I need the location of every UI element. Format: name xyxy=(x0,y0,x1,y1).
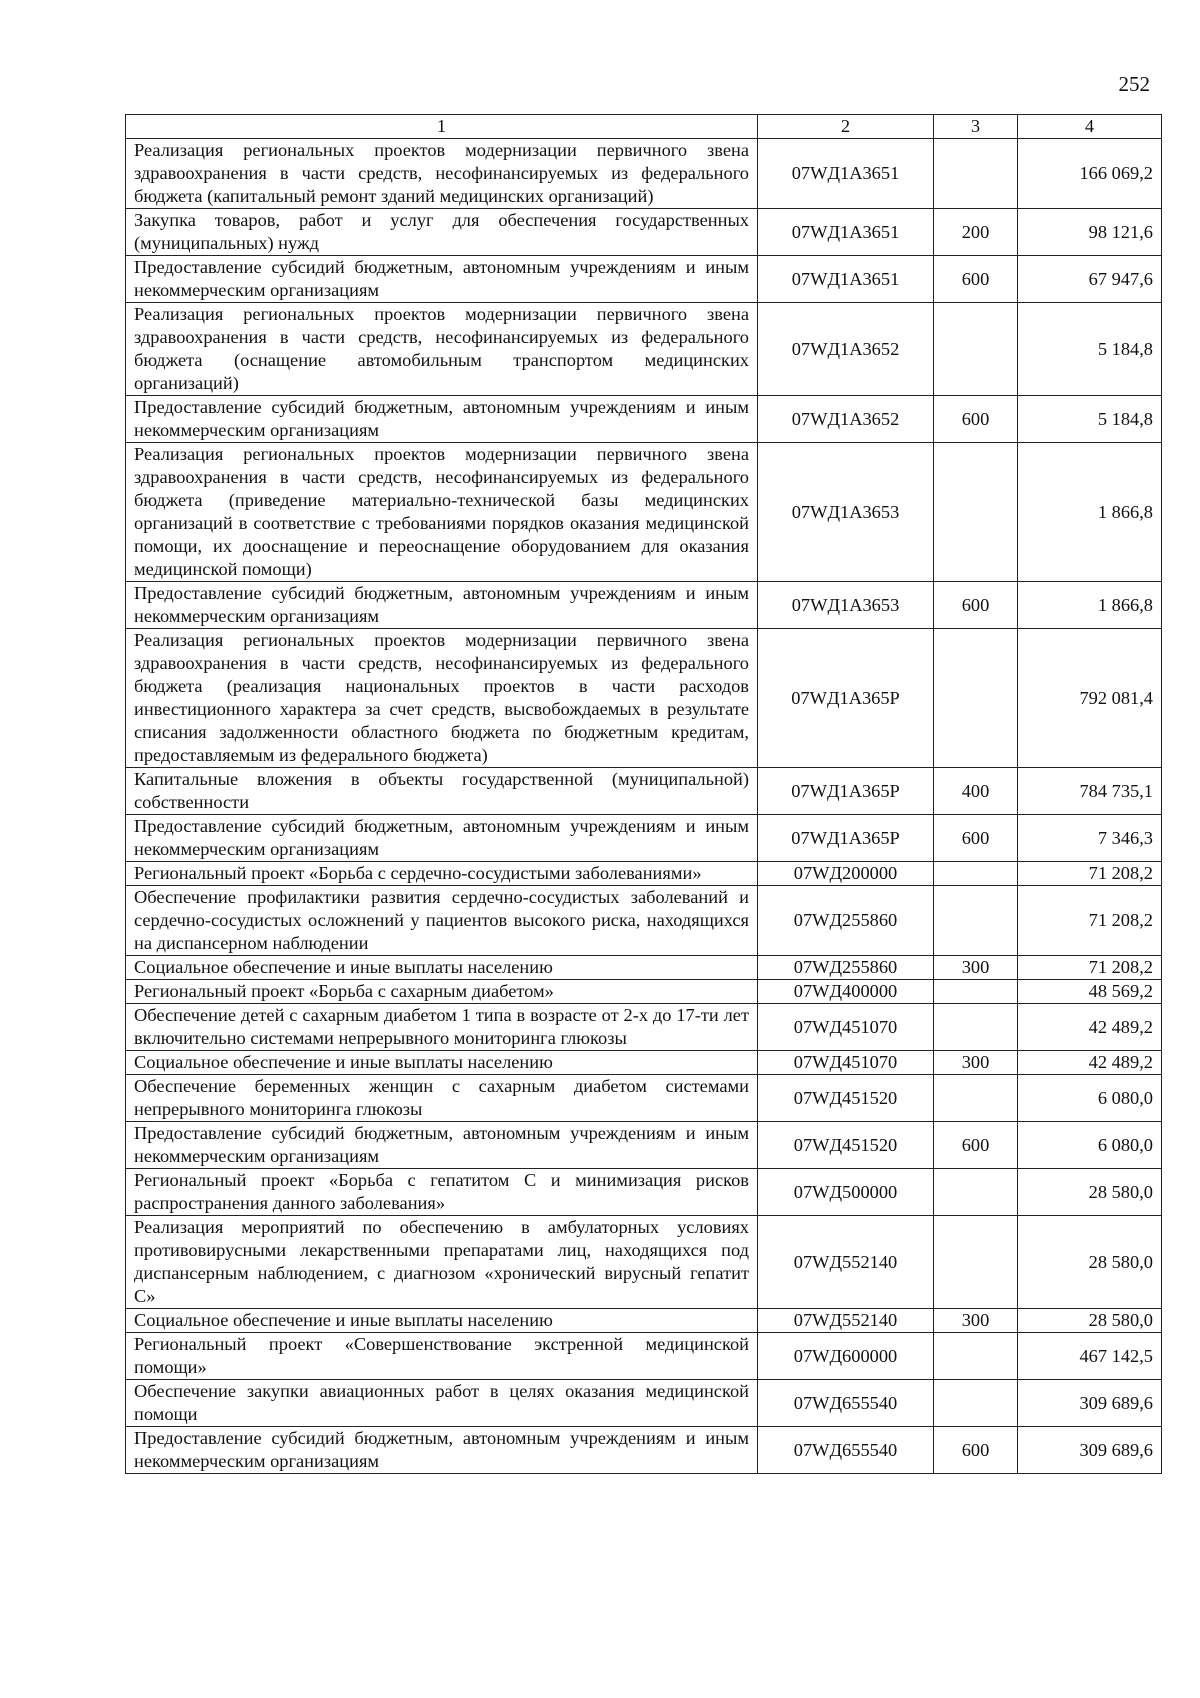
cell-code: 07WД1А3651 xyxy=(758,209,934,256)
cell-name: Региональный проект «Борьба с гепатитом С и минимизация рисков распространения данного заболевания» xyxy=(126,1169,758,1216)
cell-type: 300 xyxy=(934,1051,1018,1075)
table-row xyxy=(126,1169,1162,1216)
cell-name: Предоставление субсидий бюджетным, автономным учреждениям и иным некоммерческим организациям xyxy=(126,815,758,862)
cell-name: Обеспечение детей с сахарным диабетом 1 типа в возрасте от 2-х до 17-ти лет включительно системами непрерывного мониторинга глюкозы xyxy=(126,1004,758,1051)
cell-type: 600 xyxy=(934,396,1018,443)
cell-amount: 28 580,0 xyxy=(1018,1169,1162,1216)
table-row xyxy=(126,396,1162,443)
header-col-2: 2 xyxy=(758,115,934,139)
cell-code: 07WД1А365Р xyxy=(758,629,934,768)
cell-amount: 71 208,2 xyxy=(1018,886,1162,956)
cell-type: 600 xyxy=(934,582,1018,629)
cell-code: 07WД552140 xyxy=(758,1216,934,1309)
cell-amount: 98 121,6 xyxy=(1018,209,1162,256)
cell-name: Обеспечение закупки авиационных работ в целях оказания медицинской помощи xyxy=(126,1380,758,1427)
cell-type xyxy=(934,980,1018,1004)
cell-name: Реализация региональных проектов модернизации первичного звена здравоохранения в части средств, несофинансируемых из федерального бюджета (реализация национальных проектов в части расходов инвестиционного характера за счет средств, высвобождаемых в результате списания задолженности областного бюджета по бюджетным кредитам, предоставляемым из федерального бюджета) xyxy=(126,629,758,768)
table-row xyxy=(126,256,1162,303)
cell-code: 07WД451520 xyxy=(758,1122,934,1169)
cell-type xyxy=(934,139,1018,209)
cell-name: Социальное обеспечение и иные выплаты населению xyxy=(126,956,758,980)
table-row xyxy=(126,980,1162,1004)
cell-amount: 71 208,2 xyxy=(1018,956,1162,980)
cell-name: Обеспечение профилактики развития сердечно-сосудистых заболеваний и сердечно-сосудистых осложнений у пациентов высокого риска, находящихся на диспансерном наблюдении xyxy=(126,886,758,956)
table-row xyxy=(126,582,1162,629)
cell-type: 300 xyxy=(934,956,1018,980)
cell-type xyxy=(934,1216,1018,1309)
table-row xyxy=(126,956,1162,980)
cell-amount: 1 866,8 xyxy=(1018,582,1162,629)
cell-amount: 467 142,5 xyxy=(1018,1333,1162,1380)
table-row xyxy=(126,139,1162,209)
cell-amount: 48 569,2 xyxy=(1018,980,1162,1004)
table-row xyxy=(126,768,1162,815)
cell-code: 07WД1А3652 xyxy=(758,303,934,396)
table-row xyxy=(126,1075,1162,1122)
cell-type xyxy=(934,1004,1018,1051)
header-col-3: 3 xyxy=(934,115,1018,139)
table-row xyxy=(126,303,1162,396)
table-row xyxy=(126,1216,1162,1309)
cell-name: Капитальные вложения в объекты государственной (муниципальной) собственности xyxy=(126,768,758,815)
cell-code: 07WД600000 xyxy=(758,1333,934,1380)
cell-code: 07WД655540 xyxy=(758,1427,934,1474)
cell-code: 07WД255860 xyxy=(758,886,934,956)
table-header-row xyxy=(126,115,1162,139)
cell-amount: 42 489,2 xyxy=(1018,1051,1162,1075)
cell-name: Реализация региональных проектов модернизации первичного звена здравоохранения в части средств, несофинансируемых из федерального бюджета (капитальный ремонт зданий медицинских организаций) xyxy=(126,139,758,209)
cell-name: Региональный проект «Борьба с сахарным диабетом» xyxy=(126,980,758,1004)
table-row xyxy=(126,1122,1162,1169)
cell-amount: 6 080,0 xyxy=(1018,1075,1162,1122)
cell-name: Социальное обеспечение и иные выплаты населению xyxy=(126,1309,758,1333)
cell-amount: 71 208,2 xyxy=(1018,862,1162,886)
cell-name: Региональный проект «Совершенствование экстренной медицинской помощи» xyxy=(126,1333,758,1380)
cell-amount: 28 580,0 xyxy=(1018,1309,1162,1333)
cell-code: 07WД1А3652 xyxy=(758,396,934,443)
cell-code: 07WД1А3653 xyxy=(758,582,934,629)
cell-amount: 309 689,6 xyxy=(1018,1380,1162,1427)
cell-amount: 1 866,8 xyxy=(1018,443,1162,582)
cell-type xyxy=(934,443,1018,582)
cell-code: 07WД400000 xyxy=(758,980,934,1004)
cell-code: 07WД200000 xyxy=(758,862,934,886)
cell-code: 07WД552140 xyxy=(758,1309,934,1333)
table-row xyxy=(126,1004,1162,1051)
header-col-1: 1 xyxy=(126,115,758,139)
cell-code: 07WД451520 xyxy=(758,1075,934,1122)
table-row xyxy=(126,1333,1162,1380)
cell-type xyxy=(934,303,1018,396)
table-row xyxy=(126,209,1162,256)
cell-name: Социальное обеспечение и иные выплаты населению xyxy=(126,1051,758,1075)
cell-code: 07WД1А365Р xyxy=(758,768,934,815)
cell-code: 07WД451070 xyxy=(758,1004,934,1051)
cell-type: 200 xyxy=(934,209,1018,256)
cell-type: 600 xyxy=(934,1427,1018,1474)
cell-amount: 67 947,6 xyxy=(1018,256,1162,303)
cell-type: 300 xyxy=(934,1309,1018,1333)
table-row xyxy=(126,629,1162,768)
cell-amount: 5 184,8 xyxy=(1018,396,1162,443)
cell-amount: 7 346,3 xyxy=(1018,815,1162,862)
table-row xyxy=(126,815,1162,862)
cell-amount: 6 080,0 xyxy=(1018,1122,1162,1169)
table-row xyxy=(126,443,1162,582)
cell-amount: 309 689,6 xyxy=(1018,1427,1162,1474)
cell-code: 07WД1А365Р xyxy=(758,815,934,862)
cell-type: 400 xyxy=(934,768,1018,815)
cell-type xyxy=(934,1333,1018,1380)
budget-table xyxy=(125,114,1162,1474)
cell-name: Предоставление субсидий бюджетным, автономным учреждениям и иным некоммерческим организациям xyxy=(126,1122,758,1169)
cell-name: Предоставление субсидий бюджетным, автономным учреждениям и иным некоммерческим организациям xyxy=(126,256,758,303)
header-col-4: 4 xyxy=(1018,115,1162,139)
cell-type xyxy=(934,1075,1018,1122)
cell-type xyxy=(934,1380,1018,1427)
cell-code: 07WД1А3651 xyxy=(758,139,934,209)
cell-type: 600 xyxy=(934,256,1018,303)
cell-code: 07WД655540 xyxy=(758,1380,934,1427)
cell-type: 600 xyxy=(934,815,1018,862)
cell-name: Предоставление субсидий бюджетным, автономным учреждениям и иным некоммерческим организациям xyxy=(126,1427,758,1474)
cell-amount: 42 489,2 xyxy=(1018,1004,1162,1051)
table-row xyxy=(126,1427,1162,1474)
cell-name: Закупка товаров, работ и услуг для обеспечения государственных (муниципальных) нужд xyxy=(126,209,758,256)
cell-name: Региональный проект «Борьба с сердечно-сосудистыми заболеваниями» xyxy=(126,862,758,886)
cell-code: 07WД1А3651 xyxy=(758,256,934,303)
cell-name: Предоставление субсидий бюджетным, автономным учреждениям и иным некоммерческим организациям xyxy=(126,396,758,443)
table-row xyxy=(126,1051,1162,1075)
cell-code: 07WД255860 xyxy=(758,956,934,980)
cell-type xyxy=(934,886,1018,956)
cell-name: Реализация мероприятий по обеспечению в амбулаторных условиях противовирусными лекарственными препаратами лиц, находящихся под диспансерным наблюдением, с диагнозом «хронический вирусный гепатит С» xyxy=(126,1216,758,1309)
table-row xyxy=(126,862,1162,886)
page-number: 252 xyxy=(1118,72,1150,96)
cell-code: 07WД451070 xyxy=(758,1051,934,1075)
cell-code: 07WД500000 xyxy=(758,1169,934,1216)
table-row xyxy=(126,886,1162,956)
cell-name: Обеспечение беременных женщин с сахарным диабетом системами непрерывного мониторинга глюкозы xyxy=(126,1075,758,1122)
table-row xyxy=(126,1380,1162,1427)
cell-amount: 784 735,1 xyxy=(1018,768,1162,815)
cell-amount: 28 580,0 xyxy=(1018,1216,1162,1309)
cell-name: Предоставление субсидий бюджетным, автономным учреждениям и иным некоммерческим организациям xyxy=(126,582,758,629)
cell-type xyxy=(934,629,1018,768)
cell-type xyxy=(934,862,1018,886)
cell-amount: 5 184,8 xyxy=(1018,303,1162,396)
table-body xyxy=(126,139,1162,1474)
cell-amount: 166 069,2 xyxy=(1018,139,1162,209)
cell-amount: 792 081,4 xyxy=(1018,629,1162,768)
cell-type xyxy=(934,1169,1018,1216)
cell-type: 600 xyxy=(934,1122,1018,1169)
cell-name: Реализация региональных проектов модернизации первичного звена здравоохранения в части средств, несофинансируемых из федерального бюджета (оснащение автомобильным транспортом медицинских организаций) xyxy=(126,303,758,396)
table-row xyxy=(126,1309,1162,1333)
cell-name: Реализация региональных проектов модернизации первичного звена здравоохранения в части средств, несофинансируемых из федерального бюджета (приведение материально-технической базы медицинских организаций в соответствие с требованиями порядков оказания медицинской помощи, их дооснащение и переоснащение оборудованием для оказания медицинской помощи) xyxy=(126,443,758,582)
cell-code: 07WД1А3653 xyxy=(758,443,934,582)
